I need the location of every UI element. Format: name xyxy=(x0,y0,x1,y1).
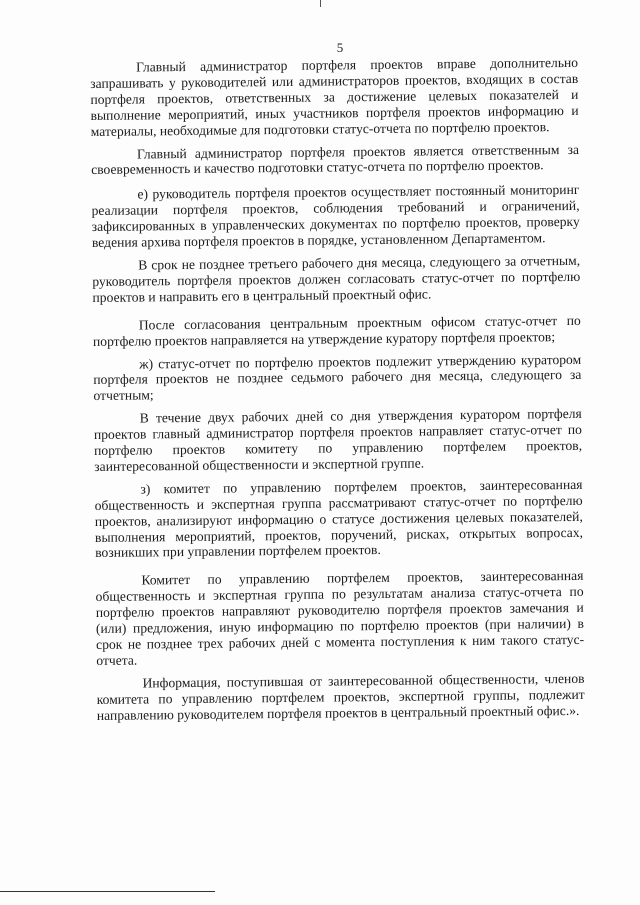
scan-mark xyxy=(320,0,321,7)
paragraph-admin-request: Главный администратор портфеля проектов вправе дополнительно запрашивать у руководителей или администраторов проектов, входящих в состав портфеля проектов, ответственных за достижение целевых показателей и выполнение мероприятий, иных участников портфеля проектов информацию и материалы, необходимые для подготовки статус-отчета по портфелю проектов. xyxy=(90,54,579,139)
paragraph-item-zh: ж) статус-отчет по портфелю проектов подлежит утверждению куратором портфеля проектов не позднее седьмого рабочего дня месяца, следующего за отчетным; xyxy=(93,351,582,404)
paragraph-admin-responsibility: Главный администратор портфеля проектов является ответственным за своевременность и качество подготовки статус-отчета по портфелю проектов. xyxy=(91,141,580,178)
paragraph-two-days: В течение двух рабочих дней со дня утверждения куратором портфеля проектов главный администратор портфеля проектов направляет статус-отчет по портфелю проектов комитету по управлению портфелем проектов, заинтересованной общественности и экспертной группе. xyxy=(93,406,583,474)
paragraph-item-e: е) руководитель портфеля проектов осуществляет постоянный мониторинг реализации портфеля проектов, соблюдения требований и ограничений, зафиксированных в управленческих документах по портфелю проектов, проверку ведения архива портфеля проектов в порядке, установленном Департаментом. xyxy=(91,182,580,251)
paragraph-committee-remarks: Комитет по управлению портфелем проектов, заинтересованная общественность и экспертная группа по результатам анализа статус-отчета по портфелю проектов направляют руководителю портфеля проектов замечания и (или) предложения, иную информацию по портфелю проектов (при наличии) в срок не позднее трех рабочих дней с момента поступления к ним такого статус-отчета. xyxy=(95,568,585,668)
paragraph-item-z: з) комитет по управлению портфелем проектов, заинтересованная общественность и экспертная группа рассматривают статус-отчет по портфелю проектов, анализируют информацию о статусе достижения целевых показателей, выполнения мероприятий, проектов, поручений, рисках, открытых вопросах, возникших при управлении портфелем проектов. xyxy=(94,476,584,561)
footnote-divider xyxy=(0,891,215,892)
paragraph-deadline-approval: В срок не позднее третьего рабочего дня месяца, следующего за отчетным, руководитель портфеля проектов должен согласовать статус-отчет по портфелю проектов и направить его в центральный проектный офис. xyxy=(92,252,581,305)
page-number: 5 xyxy=(336,40,344,55)
paragraph-information-forwarding: Информация, поступившая от заинтересованной общественности, членов комитета по управлению портфелем проектов, экспертной группы, подлежит направлению руководителем портфеля проектов в центральный проектный офис.». xyxy=(96,670,585,723)
paragraph-after-approval: После согласования центральным проектным офисом статус-отчет по портфелю проектов направляется на утверждение куратору портфеля проектов; xyxy=(92,312,581,349)
document-body xyxy=(90,55,585,724)
